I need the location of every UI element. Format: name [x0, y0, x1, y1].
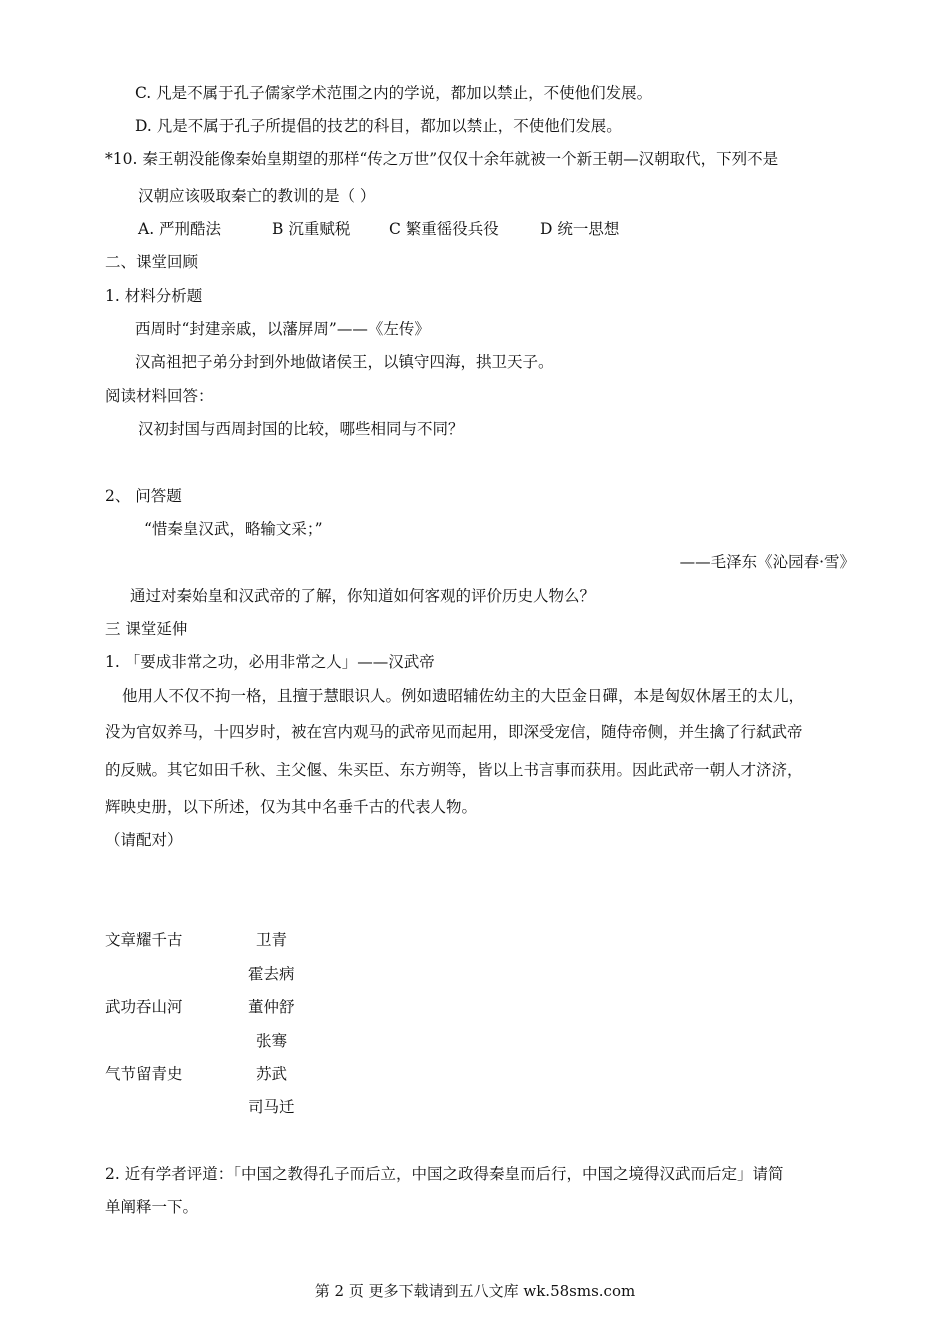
- section3-match-note: （请配对）: [105, 831, 183, 849]
- q10-option-c: C 繁重徭役兵役: [389, 220, 499, 238]
- section3-para-line2: 没为官奴养马，十四岁时，被在宫内观马的武帝见而起用，即深受宠信，随侍帝侧，并生擒了行弑武帝: [105, 723, 803, 741]
- section2-question2: 通过对秦始皇和汉武帝的了解，你知道如何客观的评价历史人物么？: [130, 587, 596, 605]
- match-category: 气节留青史: [105, 1065, 183, 1083]
- page-footer: 第 2 页 更多下载请到五八文库 wk.58sms.com: [314, 1282, 636, 1300]
- match-person: 苏武: [256, 1065, 288, 1083]
- section3-para-line1: 他用人不仅不拘一格，且擅于慧眼识人。例如遗昭辅佐幼主的大臣金日磾，本是匈奴休屠王的太儿，: [122, 687, 805, 705]
- section2-question1: 汉初封国与西周封国的比较，哪些相同与不同？: [138, 420, 464, 438]
- section3-item1-title: 1. 「要成非常之功，必用非常之人」——汉武帝: [105, 653, 435, 671]
- section2-quote: “惜秦皇汉武，略输文采；”: [144, 520, 323, 538]
- q10-stem-line2: 汉朝应该吸取秦亡的教训的是（ ）: [138, 187, 376, 205]
- match-category: 武功吞山河: [105, 998, 183, 1016]
- section2-read-prompt: 阅读材料回答：: [105, 387, 214, 405]
- section3-item2-line1: 2. 近有学者评道：「中国之教得孔子而后立，中国之政得秦皇而后行，中国之境得汉武而后定」请简: [105, 1165, 784, 1183]
- q10-option-b: B 沉重赋税: [272, 220, 351, 238]
- q10-stem-line1: *10. 秦王朝没能像秦始皇期望的那样“传之万世”仅仅十余年就被一个新王朝—汉朝取代，下列不是: [105, 150, 779, 168]
- match-category: 文章耀千古: [105, 931, 183, 949]
- section2-quote-source: ——毛泽东《沁园春·雪》: [679, 553, 855, 571]
- q10-option-a: A. 严刑酷法: [138, 220, 222, 238]
- section2-material1: 西周时“封建亲戚，以藩屏周”——《左传》: [135, 320, 430, 338]
- match-person: 董仲舒: [248, 998, 295, 1016]
- section2-material2: 汉高祖把子弟分封到外地做诸侯王，以镇守四海，拱卫天子。: [135, 353, 554, 371]
- section3-para-line4: 辉映史册，以下所述，仅为其中名垂千古的代表人物。: [105, 798, 478, 816]
- section3-item2-line2: 单阐释一下。: [105, 1198, 199, 1216]
- section2-item1-title: 1. 材料分析题: [105, 287, 203, 305]
- match-person: 霍去病: [248, 965, 295, 983]
- section2-item2-title: 2、 问答题: [105, 487, 182, 505]
- section3-heading: 三 课堂延伸: [105, 620, 188, 638]
- match-person: 张骞: [256, 1032, 288, 1050]
- q9-option-c: C. 凡是不属于孔子儒家学术范围之内的学说，都加以禁止，不使他们发展。: [135, 84, 653, 102]
- match-person: 司马迁: [248, 1098, 295, 1116]
- section2-heading: 二、课堂回顾: [105, 253, 199, 271]
- section3-para-line3: 的反贼。其它如田千秋、主父偃、朱买臣、东方朔等，皆以上书言事而获用。因此武帝一朝人才济济，: [105, 761, 803, 779]
- q10-option-d: D 统一思想: [540, 220, 620, 238]
- q9-option-d: D. 凡是不属于孔子所提倡的技艺的科目，都加以禁止，不使他们发展。: [135, 117, 622, 135]
- match-person: 卫青: [256, 931, 288, 949]
